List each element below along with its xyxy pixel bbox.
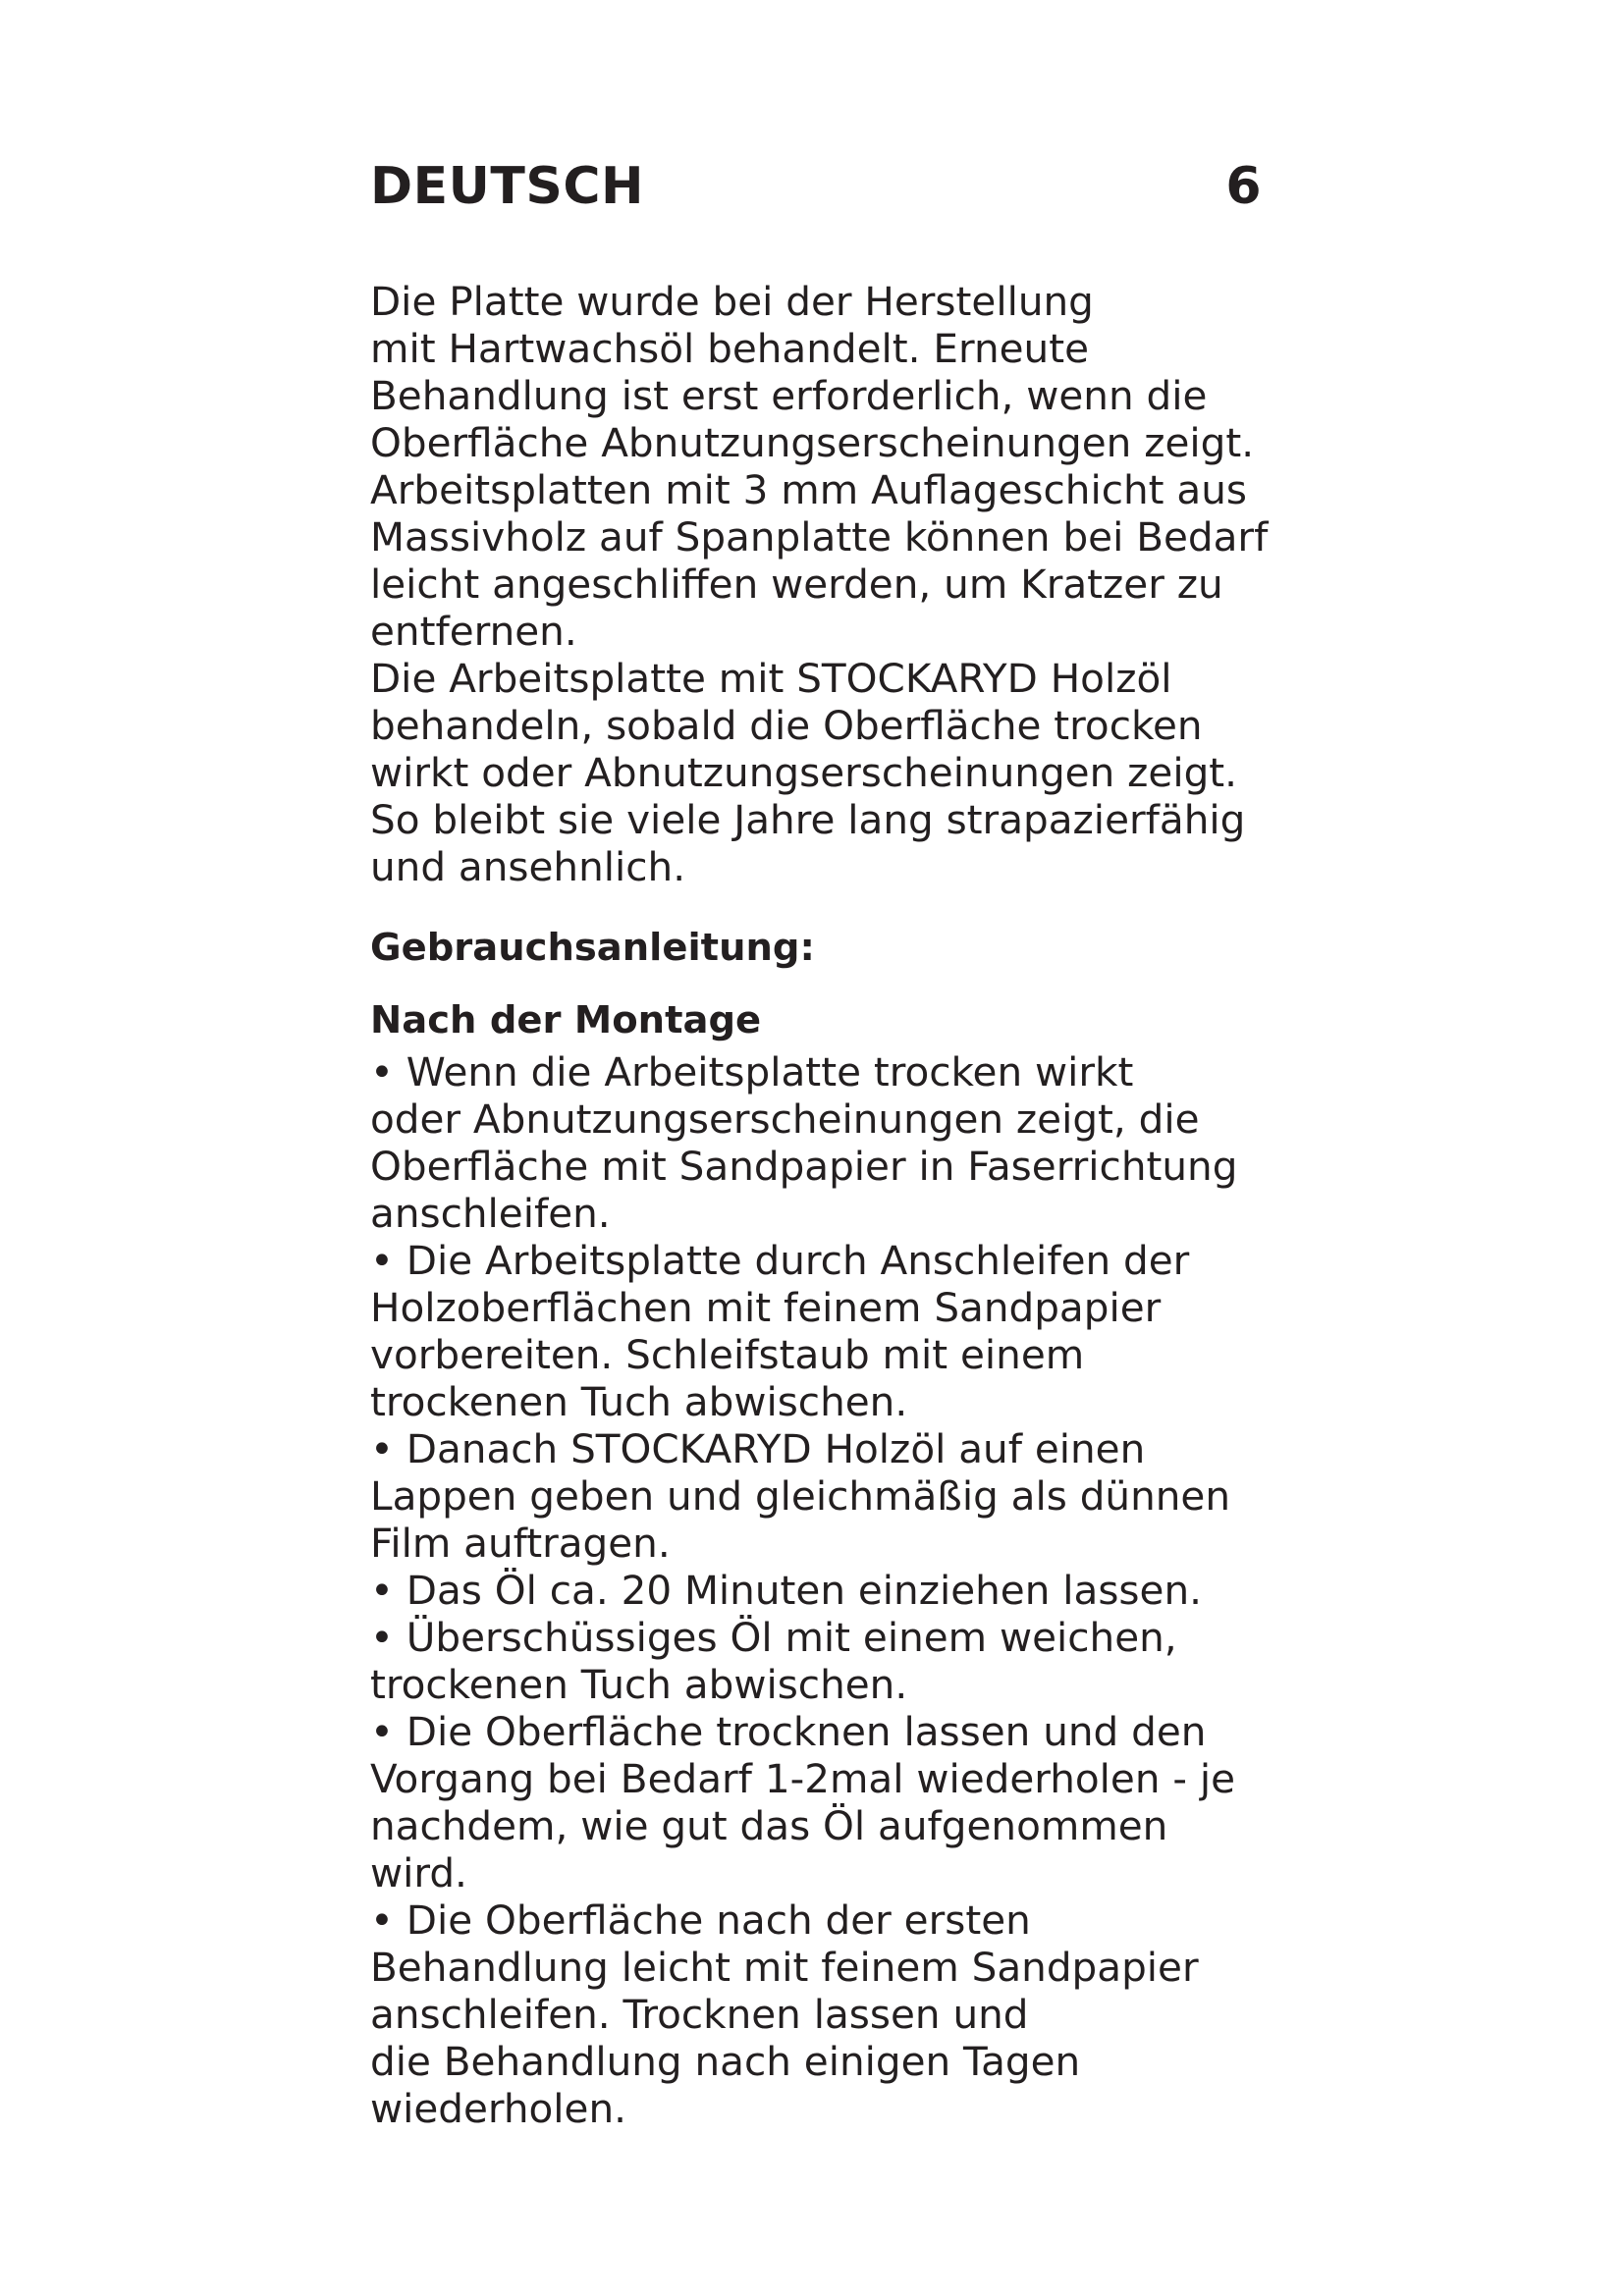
- language-title: DEUTSCH: [370, 157, 645, 216]
- instruction-step: • Danach STOCKARYD Holzöl auf einen Lappen geben und gleichmäßig als dünnen Film auftragen.: [370, 1425, 1273, 1567]
- instruction-list: [370, 1048, 1273, 2132]
- instruction-step: • Die Arbeitsplatte durch Anschleifen der Holzoberflächen mit feinem Sandpapier vorbereiten. Schleifstaub mit einem trockenen Tuch abwischen.: [370, 1237, 1273, 1425]
- instruction-step: • Überschüssiges Öl mit einem weichen, trockenen Tuch abwischen.: [370, 1614, 1273, 1708]
- instruction-step: • Die Oberfläche nach der ersten Behandlung leicht mit feinem Sandpapier anschleifen. Trocknen lassen und die Behandlung nach einigen Tagen wiederholen.: [370, 1896, 1273, 2132]
- instruction-step: • Wenn die Arbeitsplatte trocken wirkt oder Abnutzungserscheinungen zeigt, die Oberfläche mit Sandpapier in Faserrichtung anschleifen.: [370, 1048, 1273, 1237]
- after-assembly-heading: Nach der Montage: [370, 998, 762, 1042]
- page-number: 6: [1225, 157, 1262, 216]
- intro-text: [370, 278, 1273, 890]
- page-header: [370, 152, 1262, 221]
- intro-paragraph-2: Die Arbeitsplatte mit STOCKARYD Holzöl behandeln, sobald die Oberfläche trocken wirkt oder Abnutzungserscheinungen zeigt. So bleibt sie viele Jahre lang strapazierfähig und ansehnlich.: [370, 655, 1246, 890]
- intro-paragraph-1: Die Platte wurde bei der Herstellung mit Hartwachsöl behandelt. Erneute Behandlung ist erst erforderlich, wenn die Oberfläche Abnutzungserscheinungen zeigt. Arbeitsplatten mit 3 mm Auflageschicht aus Massivholz auf Spanplatte können bei Bedarf leicht angeschliffen werden, um Kratzer zu entfernen.: [370, 278, 1269, 655]
- instruction-step: • Die Oberfläche trocknen lassen und den Vorgang bei Bedarf 1-2mal wiederholen - je nachdem, wie gut das Öl aufgenommen wird.: [370, 1708, 1273, 1896]
- instruction-step: • Das Öl ca. 20 Minuten einziehen lassen.: [370, 1567, 1273, 1614]
- instructions-heading: Gebrauchsanleitung:: [370, 926, 815, 970]
